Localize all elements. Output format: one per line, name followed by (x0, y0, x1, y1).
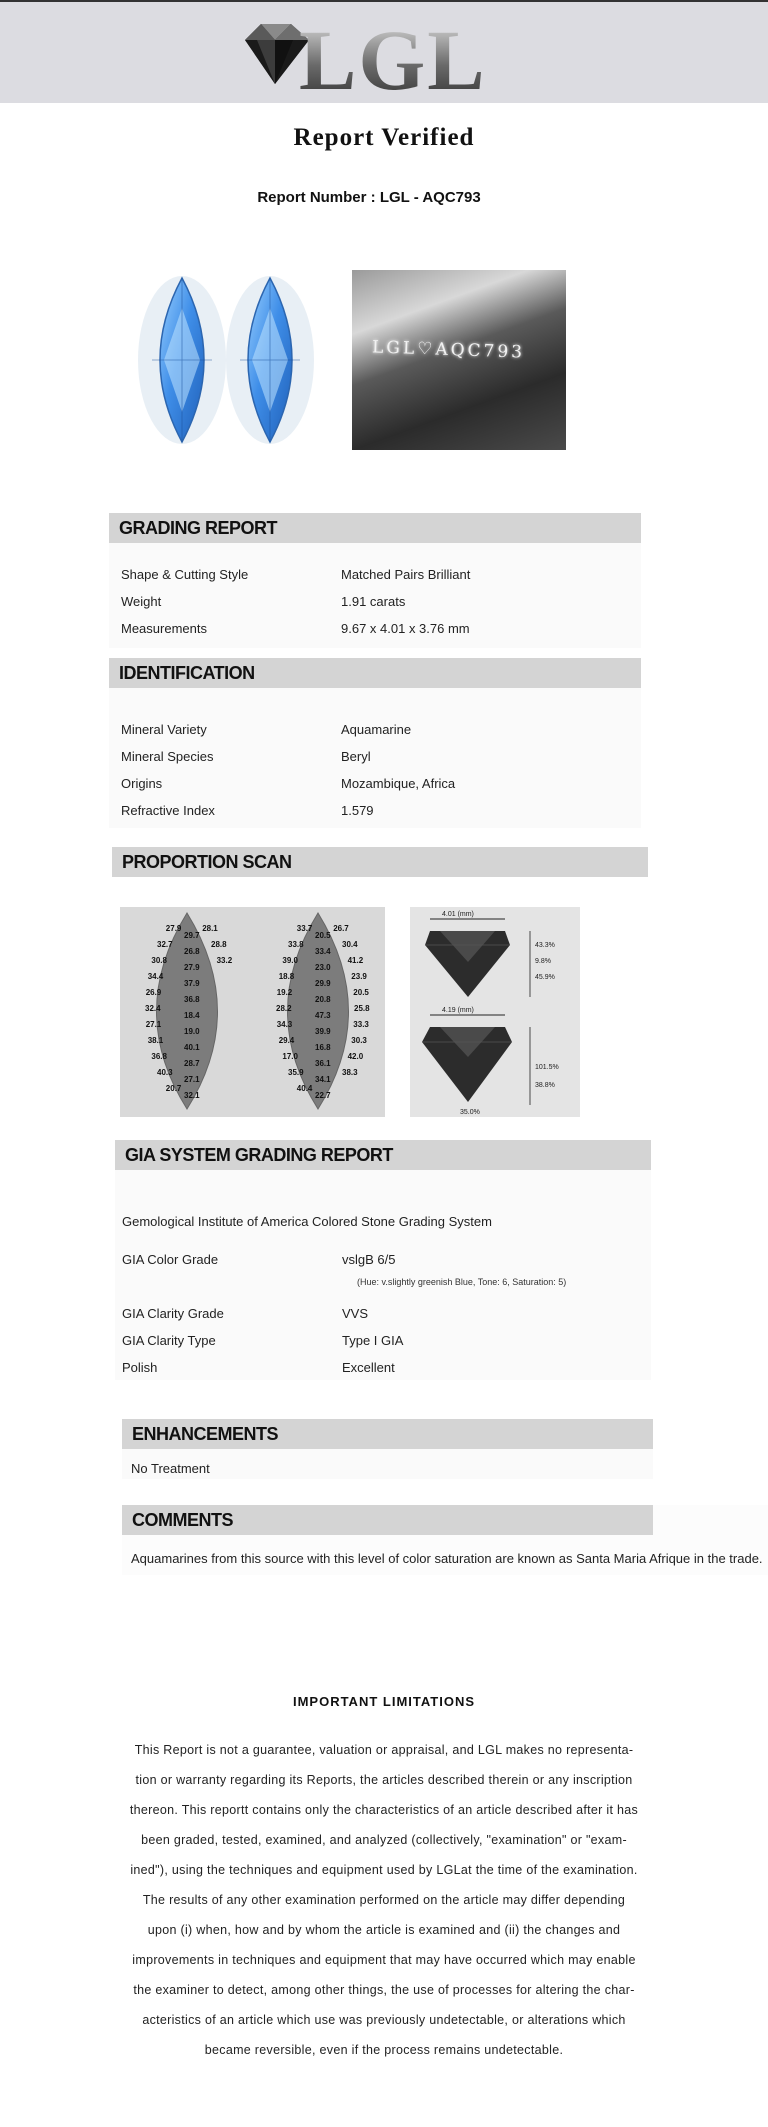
facet-value: 27.1 (145, 1020, 162, 1029)
facet-value: 27.9 (165, 924, 182, 933)
facet-value: 39.0 (282, 956, 298, 965)
page-title: Report Verified (293, 124, 475, 151)
facet-value: 29.7 (184, 931, 200, 940)
facet-value: 34.1 (315, 1075, 331, 1084)
facet-value: 33.8 (288, 940, 304, 949)
facet-value: 22.7 (315, 1091, 331, 1100)
facet-value: 18.4 (184, 1011, 200, 1020)
limitations-line: This Report is not a guarantee, valuation or appraisal, and LGL makes no representa- (134, 1743, 634, 1757)
enhancements-section (122, 1419, 653, 1479)
enhancements-text: No Treatment (131, 1461, 210, 1476)
row-value: 1.579 (341, 803, 374, 818)
facet-value: 33.4 (315, 947, 331, 956)
facet-value: 38.1 (147, 1036, 164, 1045)
row-label: GIA Clarity Grade (122, 1306, 224, 1321)
proportion-scan-heading: PROPORTION SCAN (112, 847, 648, 877)
facet-value: 25.8 (354, 1004, 370, 1013)
row-value: Aquamarine (341, 722, 412, 737)
enhancements-heading: ENHANCEMENTS (122, 1419, 653, 1449)
gia-heading: GIA SYSTEM GRADING REPORT (115, 1140, 651, 1170)
gia-system-text: Gemological Institute of America Colored Stone Grading System (122, 1214, 492, 1229)
facet-value: 32.7 (157, 940, 173, 949)
row-label: GIA Color Grade (122, 1252, 219, 1267)
profile-pct: 9.8% (535, 958, 551, 965)
row-label: Shape & Cutting Style (121, 567, 249, 582)
limitations-line: the examiner to detect, among other things, the use of processes for altering the char- (133, 1983, 635, 1997)
facet-map (120, 907, 385, 1117)
facet-value: 32.1 (184, 1091, 200, 1100)
limitations-line: upon (i) when, how and by whom the article is examined and (ii) the changes and (147, 1923, 621, 1937)
facet-value: 20.7 (165, 1084, 182, 1093)
facet-value: 38.3 (342, 1068, 358, 1077)
limitations-line: thereon. This reportt contains only the characteristics of an article described after it has (129, 1803, 639, 1817)
limitations-line: acteristics of an article which use was previously undetectable, or alterations which (142, 2013, 626, 2027)
profile-top-width: 4.01 (mm) (442, 911, 474, 918)
identification-heading: IDENTIFICATION (109, 658, 641, 688)
facet-value: 20.5 (315, 931, 331, 940)
row-value: Mozambique, Africa (341, 776, 456, 791)
facet-value: 41.2 (347, 956, 364, 965)
row-label: Polish (122, 1360, 158, 1375)
facet-value: 20.5 (353, 988, 369, 997)
profile-pct: 35.0% (460, 1109, 480, 1116)
facet-value: 28.1 (202, 924, 218, 933)
facet-value: 30.4 (342, 940, 358, 949)
gia-color-note: (Hue: v.slightly greenish Blue, Tone: 6, Saturation: 5) (357, 1277, 567, 1287)
limitations-line: been graded, tested, examined, and analyzed (collectively, "examination" or "exam- (141, 1833, 627, 1847)
facet-value: 28.2 (276, 1004, 292, 1013)
row-label: Refractive Index (121, 803, 215, 818)
facet-value: 19.2 (276, 988, 293, 997)
facet-value: 34.3 (276, 1020, 293, 1029)
lgl-logo[interactable] (235, 12, 490, 108)
facet-value: 27.9 (184, 963, 200, 972)
site-header (0, 0, 768, 108)
facet-value: 32.4 (145, 1004, 161, 1013)
grading-report-section (109, 513, 641, 648)
facet-value: 47.3 (315, 1011, 331, 1020)
profile-pct: 38.8% (535, 1082, 555, 1089)
facet-value: 36.8 (151, 1052, 167, 1061)
facet-value: 42.0 (347, 1052, 364, 1061)
row-value: Excellent (342, 1360, 395, 1375)
facet-value: 33.2 (216, 956, 233, 965)
limitations-line: tion or warranty regarding its Reports, the articles described therein or any inscription (135, 1773, 633, 1787)
facet-value: 29.4 (278, 1036, 295, 1045)
limitations-line: improvements in techniques and equipment that may have occurred which may enable (132, 1953, 636, 1967)
row-label: Origins (121, 776, 163, 791)
facet-value: 40.3 (157, 1068, 173, 1077)
facet-value: 29.9 (315, 979, 331, 988)
facet-value: 18.8 (278, 972, 295, 981)
facet-value: 27.1 (184, 1075, 200, 1084)
row-label: Mineral Variety (121, 722, 207, 737)
row-label: Mineral Species (121, 749, 214, 764)
profile-pct: 45.9% (535, 974, 555, 981)
limitations-line: The results of any other examination performed on the article may differ depending (142, 1893, 626, 1907)
comments-section (122, 1505, 768, 1575)
facet-value: 26.7 (333, 924, 349, 933)
facet-value: 28.8 (211, 940, 227, 949)
facet-value: 35.9 (288, 1068, 304, 1077)
row-value: vslgB 6/5 (342, 1252, 396, 1267)
report-number: Report Number : LGL - AQC793 (257, 189, 481, 206)
comments-text: Aquamarines from this source with this level of color saturation are known as Santa Maria Afrique in the trade. (131, 1551, 763, 1566)
facet-value: 26.9 (145, 988, 162, 997)
facet-value: 40.4 (296, 1084, 313, 1093)
comments-heading: COMMENTS (122, 1505, 653, 1535)
logo-text: LGL (299, 12, 487, 108)
limitations-line: ined"), using the techniques and equipment used by LGLat the time of the examination. (130, 1863, 638, 1877)
facet-value: 39.9 (315, 1027, 331, 1036)
facet-value: 17.0 (282, 1052, 298, 1061)
identification-section (109, 658, 641, 828)
row-value: Beryl (341, 749, 371, 764)
facet-value: 34.4 (147, 972, 164, 981)
limitations-text (118, 1735, 650, 2065)
inscription-text: LGL♡AQC793 (371, 337, 526, 363)
profile-pct: 43.3% (535, 942, 555, 949)
facet-value: 36.1 (315, 1059, 331, 1068)
row-value: Type I GIA (342, 1333, 404, 1348)
facet-value: 33.3 (353, 1020, 369, 1029)
row-label: Weight (121, 594, 162, 609)
limitations-heading: IMPORTANT LIMITATIONS (292, 1694, 476, 1709)
facet-value: 30.3 (351, 1036, 367, 1045)
row-label: Measurements (121, 621, 207, 636)
facet-value: 23.9 (351, 972, 367, 981)
facet-value: 28.7 (184, 1059, 200, 1068)
row-value: VVS (342, 1306, 369, 1321)
profile-bottom-width: 4.19 (mm) (442, 1007, 474, 1014)
facet-value: 37.9 (184, 979, 200, 988)
facet-value: 33.7 (296, 924, 313, 933)
row-value: 1.91 carats (341, 594, 406, 609)
profile-pct: 101.5% (535, 1064, 559, 1071)
facet-value: 26.8 (184, 947, 200, 956)
row-value: 9.67 x 4.01 x 3.76 mm (341, 621, 470, 636)
profile-view (410, 907, 580, 1117)
profile-diagram (410, 907, 580, 1117)
row-label: GIA Clarity Type (122, 1333, 216, 1348)
gem-photo (130, 268, 325, 453)
facet-value: 20.8 (315, 995, 331, 1004)
laser-inscription-photo (352, 270, 566, 450)
facet-value: 30.8 (151, 956, 167, 965)
row-value: Matched Pairs Brilliant (341, 567, 471, 582)
facet-value: 16.8 (315, 1043, 331, 1052)
limitations-line: became reversible, even if the process remains undetectable. (204, 2043, 564, 2057)
facet-value: 23.0 (315, 963, 331, 972)
facet-value: 40.1 (184, 1043, 200, 1052)
gia-section (115, 1140, 651, 1380)
facet-value: 36.8 (184, 995, 200, 1004)
proportion-scan-diagram (120, 907, 385, 1117)
grading-report-heading: GRADING REPORT (109, 513, 641, 543)
facet-value: 19.0 (184, 1027, 200, 1036)
